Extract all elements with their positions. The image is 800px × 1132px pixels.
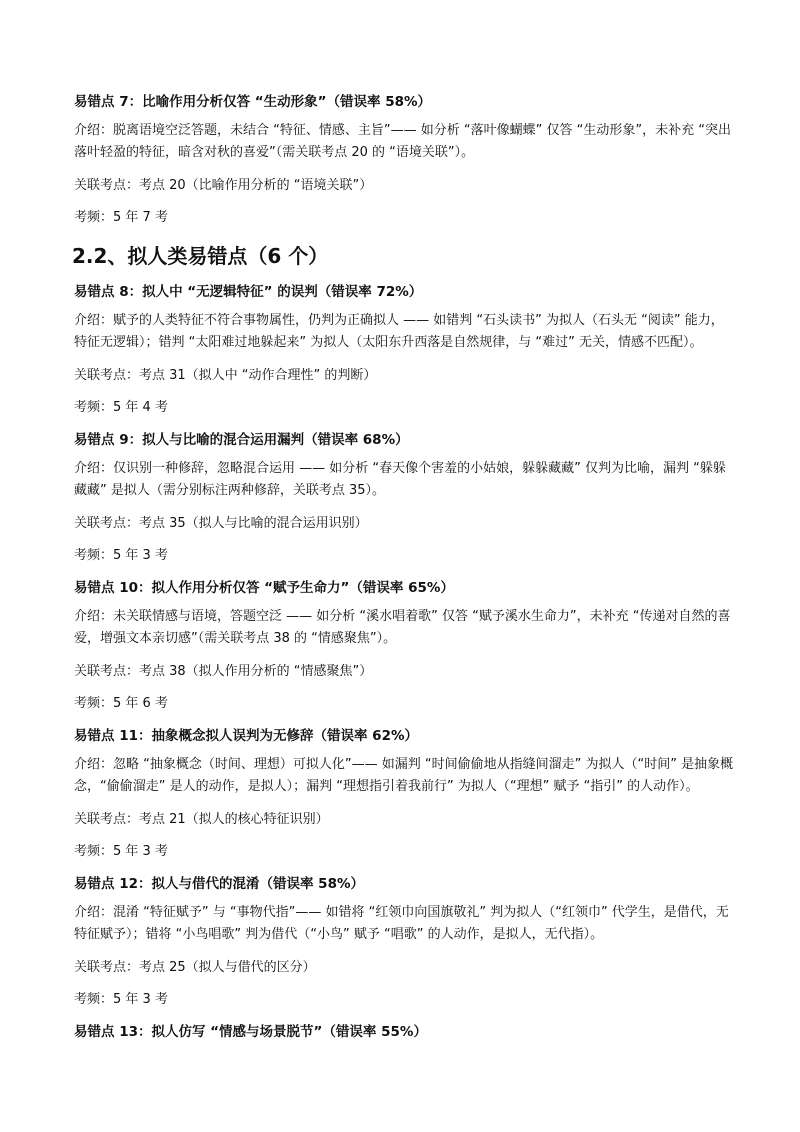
error-item-intro: 介绍：忽略 “抽象概念（时间、理想）可拟人化”—— 如漏判 “时间偷偷地从指缝间溜走” 为拟人（“时间” 是抽象概念，“偷偷溜走” 是人的动作，是拟人）；漏判 “理想指引着我前行” 为拟人（“理想” 赋予 “指引” 的人动作）。 bbox=[74, 757, 734, 794]
error-item-7 bbox=[74, 92, 734, 228]
document-page bbox=[74, 92, 734, 1050]
error-item-12 bbox=[74, 874, 734, 1010]
error-item-intro: 介绍：未关联情感与语境，答题空泛 —— 如分析 “溪水唱着歌” 仅答 “赋予溪水生命力”，未补充 “传递对自然的喜爱，增强文本亲切感”（需关联考点 38 的 “情感聚焦”）。 bbox=[74, 609, 731, 646]
error-item-intro: 介绍：混淆 “特征赋予” 与 “事物代指”—— 如错将 “红领巾向国旗敬礼” 判为拟人（“红领巾” 代学生，是借代，无特征赋予）；错将 “小鸟唱歌” 判为借代（“小鸟” 赋予 “唱歌” 的人动作，是拟人，无代指）。 bbox=[74, 905, 729, 942]
error-item-frequency: 考频：5 年 3 考 bbox=[74, 844, 168, 859]
error-item-8 bbox=[74, 282, 734, 418]
error-item-title: 易错点 11：抽象概念拟人误判为无修辞（错误率 62%） bbox=[74, 728, 418, 744]
error-item-related-point: 关联考点：考点 21（拟人的核心特征识别） bbox=[74, 812, 329, 827]
error-item-title: 易错点 12：拟人与借代的混淆（错误率 58%） bbox=[74, 876, 364, 892]
error-item-9 bbox=[74, 430, 734, 566]
error-item-title: 易错点 10：拟人作用分析仅答 “赋予生命力”（错误率 65%） bbox=[74, 580, 454, 596]
error-item-title: 易错点 8：拟人中 “无逻辑特征” 的误判（错误率 72%） bbox=[74, 284, 423, 300]
error-item-11 bbox=[74, 726, 734, 862]
section-heading: 2.2、拟人类易错点（6 个） bbox=[72, 244, 329, 268]
error-item-title: 易错点 9：拟人与比喻的混合运用漏判（错误率 68%） bbox=[74, 432, 409, 448]
error-item-frequency: 考频：5 年 3 考 bbox=[74, 992, 168, 1007]
error-item-related-point: 关联考点：考点 31（拟人中 “动作合理性” 的判断） bbox=[74, 368, 377, 383]
error-item-frequency: 考频：5 年 4 考 bbox=[74, 400, 168, 415]
error-item-title: 易错点 7：比喻作用分析仅答 “生动形象”（错误率 58%） bbox=[74, 94, 432, 110]
error-item-frequency: 考频：5 年 3 考 bbox=[74, 548, 168, 563]
error-item-13 bbox=[74, 1022, 734, 1042]
error-item-frequency: 考频：5 年 7 考 bbox=[74, 210, 168, 225]
error-item-intro: 介绍：赋予的人类特征不符合事物属性，仍判为正确拟人 —— 如错判 “石头读书” 为拟人（石头无 “阅读” 能力，特征无逻辑）；错判 “太阳难过地躲起来” 为拟人（太阳东升西落是自然规律，与 “难过” 无关，情感不匹配）。 bbox=[74, 313, 724, 350]
error-item-frequency: 考频：5 年 6 考 bbox=[74, 696, 168, 711]
error-item-intro: 介绍：仅识别一种修辞，忽略混合运用 —— 如分析 “春天像个害羞的小姑娘，躲躲藏藏” 仅判为比喻，漏判 “躲躲藏藏” 是拟人（需分别标注两种修辞，关联考点 35）。 bbox=[74, 461, 726, 498]
error-item-related-point: 关联考点：考点 25（拟人与借代的区分） bbox=[74, 960, 316, 975]
error-item-10 bbox=[74, 578, 734, 714]
error-item-related-point: 关联考点：考点 20（比喻作用分析的 “语境关联”） bbox=[74, 178, 373, 193]
error-item-related-point: 关联考点：考点 35（拟人与比喻的混合运用识别） bbox=[74, 516, 368, 531]
error-item-title: 易错点 13：拟人仿写 “情感与场景脱节”（错误率 55%） bbox=[74, 1024, 427, 1040]
error-item-intro: 介绍：脱离语境空泛答题，未结合 “特征、情感、主旨”—— 如分析 “落叶像蝴蝶” 仅答 “生动形象”，未补充 “突出落叶轻盈的特征，暗含对秋的喜爱”（需关联考点 20 的 “语境关联”）。 bbox=[74, 123, 731, 160]
error-item-related-point: 关联考点：考点 38（拟人作用分析的 “情感聚焦”） bbox=[74, 664, 373, 679]
